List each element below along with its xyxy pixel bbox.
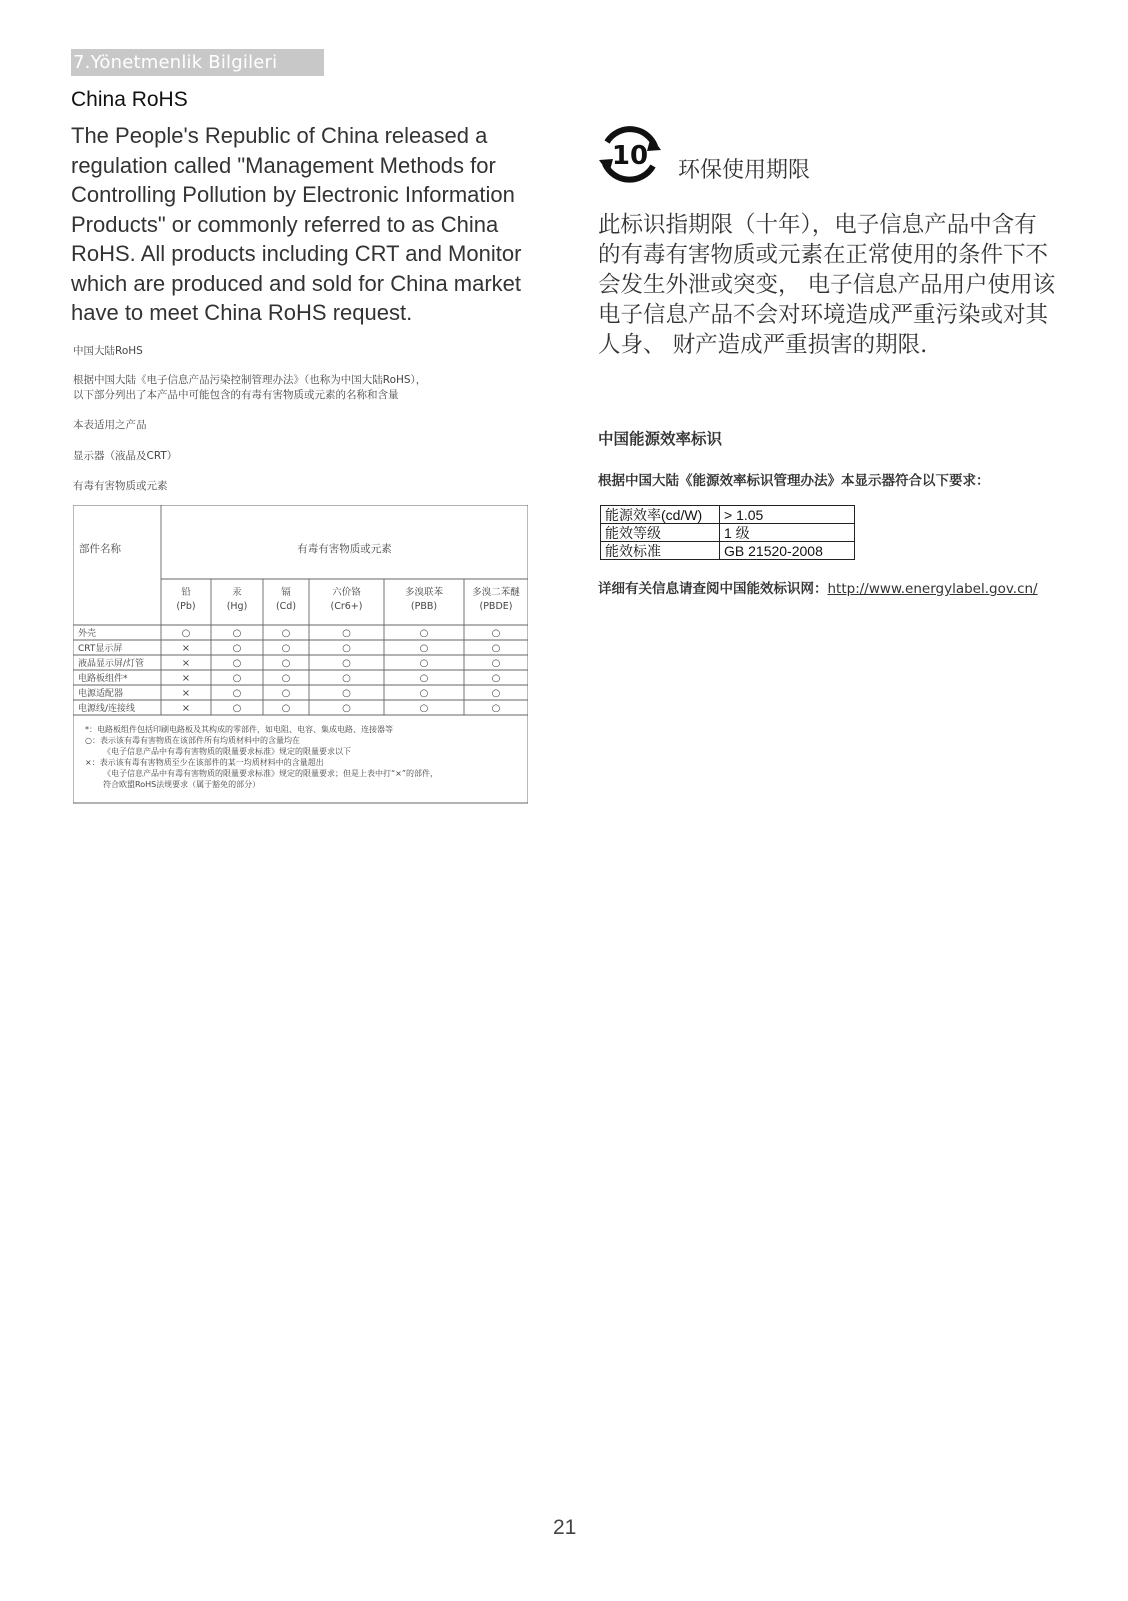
energy-label-basis: 根据中国大陆《能源效率标识管理办法》本显示器符合以下要求： xyxy=(598,473,990,489)
table-cell-value: > 1.05 xyxy=(720,506,855,524)
substance-mark: ○ xyxy=(281,658,291,669)
section-label: 7.Yönetmenlik Bilgileri xyxy=(73,52,278,73)
substance-mark: ○ xyxy=(491,673,501,684)
energy-details-line xyxy=(598,577,1038,597)
rohs-block-title: 中国大陆RoHS xyxy=(73,345,143,357)
substance-mark: ○ xyxy=(342,628,351,639)
part-name-cell: 电源适配器 xyxy=(78,689,124,699)
env-use-period-paragraph: 此标识指期限（十年），电子信息产品中含有的有毒有害物质或元素在正常使用的条件下不会发生外泄或突变， 电子信息产品用户使用该电子信息产品不会对环境造成严重污染或对其人身、 财产造成严重损害的期限. xyxy=(598,212,1056,358)
table-row xyxy=(601,542,855,560)
substance-name: 汞 xyxy=(232,587,242,598)
substance-mark: ○ xyxy=(419,703,429,714)
substance-mark: ○ xyxy=(342,643,351,654)
table-note: ×：表示该有毒有害物质至少在该部件的某一均质材料中的含量超出 xyxy=(85,758,324,767)
energy-label-link[interactable]: http://www.energylabel.gov.cn/ xyxy=(827,581,1038,597)
part-name-header: 部件名称 xyxy=(79,543,121,555)
substance-mark: ○ xyxy=(232,658,242,669)
rohs-substance-table xyxy=(73,505,528,805)
substance-name: 多溴二苯醚 xyxy=(472,587,520,598)
table-cell-key: 能效标准 xyxy=(601,542,720,560)
substance-mark: ○ xyxy=(342,673,351,684)
substance-mark: ○ xyxy=(342,703,351,714)
table-row xyxy=(601,506,855,524)
substance-symbol: (Cr6+) xyxy=(330,601,363,612)
substance-mark: ○ xyxy=(491,628,501,639)
substance-mark: ○ xyxy=(491,658,501,669)
substance-mark: ○ xyxy=(232,688,242,699)
substance-name: 铅 xyxy=(181,587,191,598)
part-name-cell: 液晶显示屏/灯管 xyxy=(78,659,145,669)
table-cell-key: 能源效率(cd/W) xyxy=(601,506,720,524)
substance-mark: ○ xyxy=(281,673,291,684)
substance-mark: ○ xyxy=(419,673,429,684)
substance-mark: × xyxy=(181,658,191,669)
substance-mark: ○ xyxy=(281,688,291,699)
page-heading: China RoHS xyxy=(71,88,188,111)
intro-paragraph: The People's Republic of China released a regulation called "Management Methods for Controlling Pollution by Electronic Information Products" or commonly referred to as China RoHS. All products including CRT and Monitor which are produced and sold for China market have to meet China RoHS request. xyxy=(71,123,522,325)
substance-mark: ○ xyxy=(491,688,501,699)
substance-mark: ○ xyxy=(232,628,242,639)
substance-mark: ○ xyxy=(232,643,242,654)
substance-symbol: (Cd) xyxy=(275,601,297,612)
table-note: *：电路板组件包括印刷电路板及其构成的零部件，如电阻、电容、集成电路、连接器等 xyxy=(85,725,393,734)
substance-mark: ○ xyxy=(491,703,501,714)
substance-group-header: 有毒有害物质或元素 xyxy=(297,543,392,555)
substance-symbol: (Pb) xyxy=(176,601,196,612)
part-name-cell: 外壳 xyxy=(78,629,97,639)
substance-mark: × xyxy=(181,673,191,684)
substance-mark: ○ xyxy=(419,658,429,669)
table-row xyxy=(601,524,855,542)
substance-mark: ○ xyxy=(232,673,242,684)
epup-logo-icon xyxy=(597,124,663,186)
table-note: 《电子信息产品中有毒有害物质的限量要求标准》规定的限量要求；但是上表中打“×”的部件， xyxy=(103,769,438,778)
rohs-basis-line-1: 根据中国大陆《电子信息产品污染控制管理办法》（也称为中国大陆RoHS）， xyxy=(73,374,427,386)
rohs-toxic-text: 有毒有害物质或元素 xyxy=(73,480,168,492)
substance-mark: ○ xyxy=(281,643,291,654)
env-use-period-title: 环保使用期限 xyxy=(678,158,811,183)
substance-mark: × xyxy=(181,703,191,714)
substance-symbol: (Hg) xyxy=(226,601,248,612)
substance-mark: × xyxy=(181,643,191,654)
section-header-bar xyxy=(71,49,324,76)
table-note: 符合欧盟RoHS法规要求（属于豁免的部分） xyxy=(103,780,261,789)
part-name-cell: 电路板组件* xyxy=(78,674,128,684)
substance-mark: × xyxy=(181,688,191,699)
substance-name: 六价铬 xyxy=(332,587,361,598)
substance-mark: ○ xyxy=(232,703,242,714)
substance-mark: ○ xyxy=(419,643,429,654)
substance-mark: ○ xyxy=(491,643,501,654)
rohs-basis-text xyxy=(73,373,513,403)
part-name-cell: CRT显示屏 xyxy=(78,644,123,654)
substance-mark: ○ xyxy=(419,688,429,699)
energy-label-title: 中国能源效率标识 xyxy=(598,430,723,448)
substance-name: 镉 xyxy=(281,587,291,598)
substance-name: 多溴联苯 xyxy=(404,587,444,598)
table-cell-value: 1 级 xyxy=(720,524,855,542)
table-note: ○：表示该有毒有害物质在该部件所有均质材料中的含量均在 xyxy=(85,736,300,745)
logo-number: 10 xyxy=(611,141,649,171)
substance-symbol: (PBDE) xyxy=(479,601,513,612)
energy-details-prefix: 详细有关信息请查阅中国能效标识网： xyxy=(598,581,828,597)
rohs-basis-line-2: 以下部分列出了本产品中可能包含的有毒有害物质或元素的名称和含量 xyxy=(73,389,399,401)
page-number: 21 xyxy=(553,1516,577,1539)
substance-mark: ○ xyxy=(342,658,351,669)
substance-mark: ○ xyxy=(342,688,351,699)
energy-efficiency-table xyxy=(600,505,855,560)
rohs-display-text: 显示器（液晶及CRT） xyxy=(73,450,178,462)
table-note: 《电子信息产品中有毒有害物质的限量要求标准》规定的限量要求以下 xyxy=(103,747,351,756)
table-cell-value: GB 21520-2008 xyxy=(720,542,855,560)
substance-mark: ○ xyxy=(419,628,429,639)
substance-mark: ○ xyxy=(181,628,191,639)
substance-mark: ○ xyxy=(281,628,291,639)
table-cell-key: 能效等级 xyxy=(601,524,720,542)
part-name-cell: 电源线/连接线 xyxy=(78,704,136,714)
substance-mark: ○ xyxy=(281,703,291,714)
substance-symbol: (PBB) xyxy=(410,601,438,612)
rohs-applies-text: 本表适用之产品 xyxy=(73,419,147,431)
